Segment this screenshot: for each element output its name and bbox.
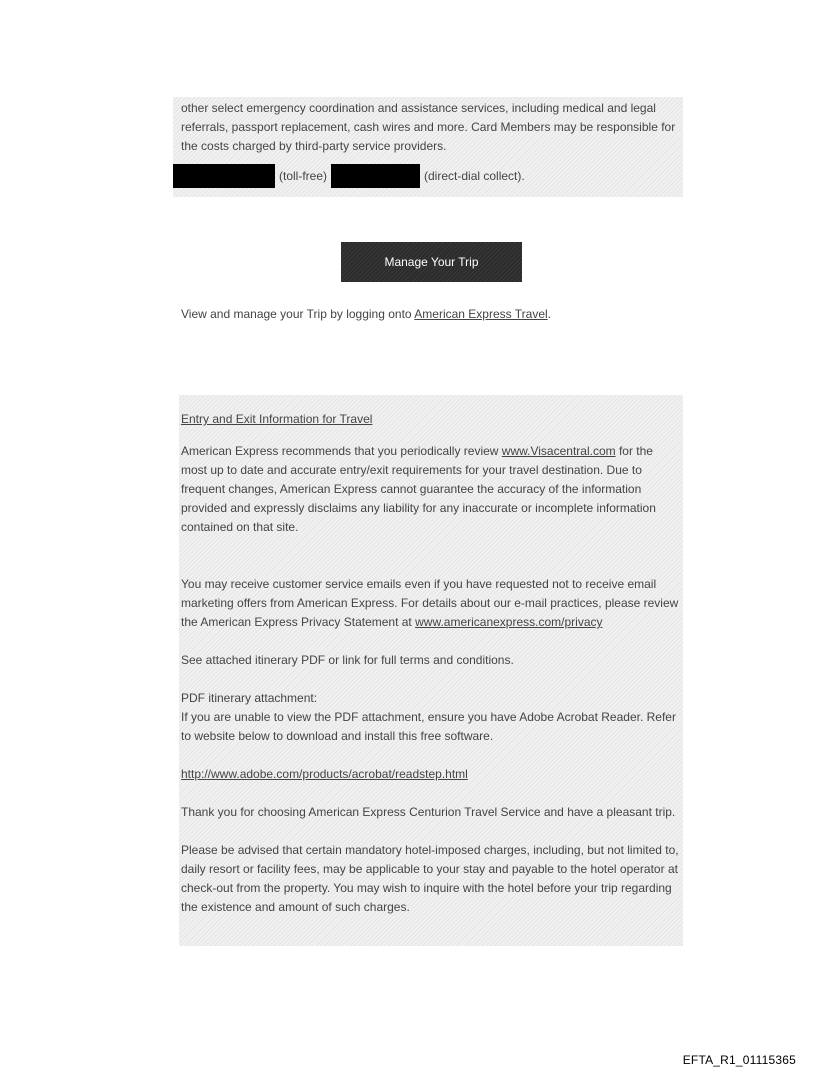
adobe-download-link[interactable]: http://www.adobe.com/products/acrobat/readstep.html — [181, 767, 468, 781]
redacted-toll-free-number — [173, 164, 275, 188]
view-manage-trip-text — [181, 305, 551, 324]
document-id: EFTA_R1_01115365 — [682, 1053, 796, 1067]
travel-info-block — [179, 395, 683, 946]
privacy-link[interactable]: www.americanexpress.com/privacy — [415, 615, 603, 629]
toll-free-label: (toll-free) — [279, 169, 328, 183]
entry-exit-title — [181, 410, 681, 429]
visacentral-text-before: American Express recommends that you periodically review — [181, 444, 502, 458]
visacentral-text-after: for the most up to date and accurate entry/exit requirements for your travel destination. Due to frequent changes, American Express cannot guarantee the accuracy of the information provided and expressly disclaims any liability for any inaccurate or incomplete information contained on that site. — [181, 444, 656, 534]
privacy-text: You may receive customer service emails even if you have requested not to receive email marketing offers from American Express. For details about our e-mail practices, please review the American Express Privacy Statement at — [181, 577, 679, 629]
hotel-charges-paragraph: Please be advised that certain mandatory hotel-imposed charges, including, but not limited to, daily resort or facility fees, may be applicable to your stay and payable to the hotel operator at check-out from the property. You may wish to inquire with the hotel before your trip regarding the existence and amount of such charges. — [181, 843, 679, 914]
view-line-suffix: . — [547, 307, 552, 321]
pdf-attachment-paragraph — [181, 689, 681, 746]
thank-you-paragraph: Thank you for choosing American Express Centurion Travel Service and have a pleasant trip. — [181, 805, 676, 819]
pdf-attachment-text: If you are unable to view the PDF attachment, ensure you have Adobe Acrobat Reader. Refer to website below to download and install this free software. — [181, 710, 676, 743]
emergency-assistance-block — [173, 97, 683, 197]
visacentral-link[interactable]: www.Visacentral.com — [501, 444, 616, 458]
entry-exit-title-link[interactable]: Entry and Exit Information for Travel — [181, 412, 373, 426]
pdf-attachment-heading: PDF itinerary attachment: — [181, 691, 318, 705]
manage-your-trip-button[interactable]: Manage Your Trip — [341, 242, 522, 282]
travel-info-content — [181, 410, 681, 917]
emergency-assistance-text: other select emergency coordination and assistance services, including medical and legal referrals, passport replacement, cash wires and more. Card Members may be responsible for the costs charged by third-party service providers. — [181, 101, 676, 153]
visacentral-paragraph — [181, 442, 681, 537]
direct-dial-label: (direct-dial collect). — [424, 169, 525, 183]
american-express-travel-link[interactable]: American Express Travel — [414, 307, 548, 321]
adobe-link-paragraph — [181, 765, 681, 784]
terms-paragraph: See attached itinerary PDF or link for full terms and conditions. — [181, 653, 514, 667]
phone-numbers-line — [173, 164, 529, 188]
view-line-prefix: View and manage your Trip by logging onto — [181, 307, 415, 321]
redacted-direct-dial-number — [331, 164, 420, 188]
privacy-paragraph — [181, 575, 681, 632]
